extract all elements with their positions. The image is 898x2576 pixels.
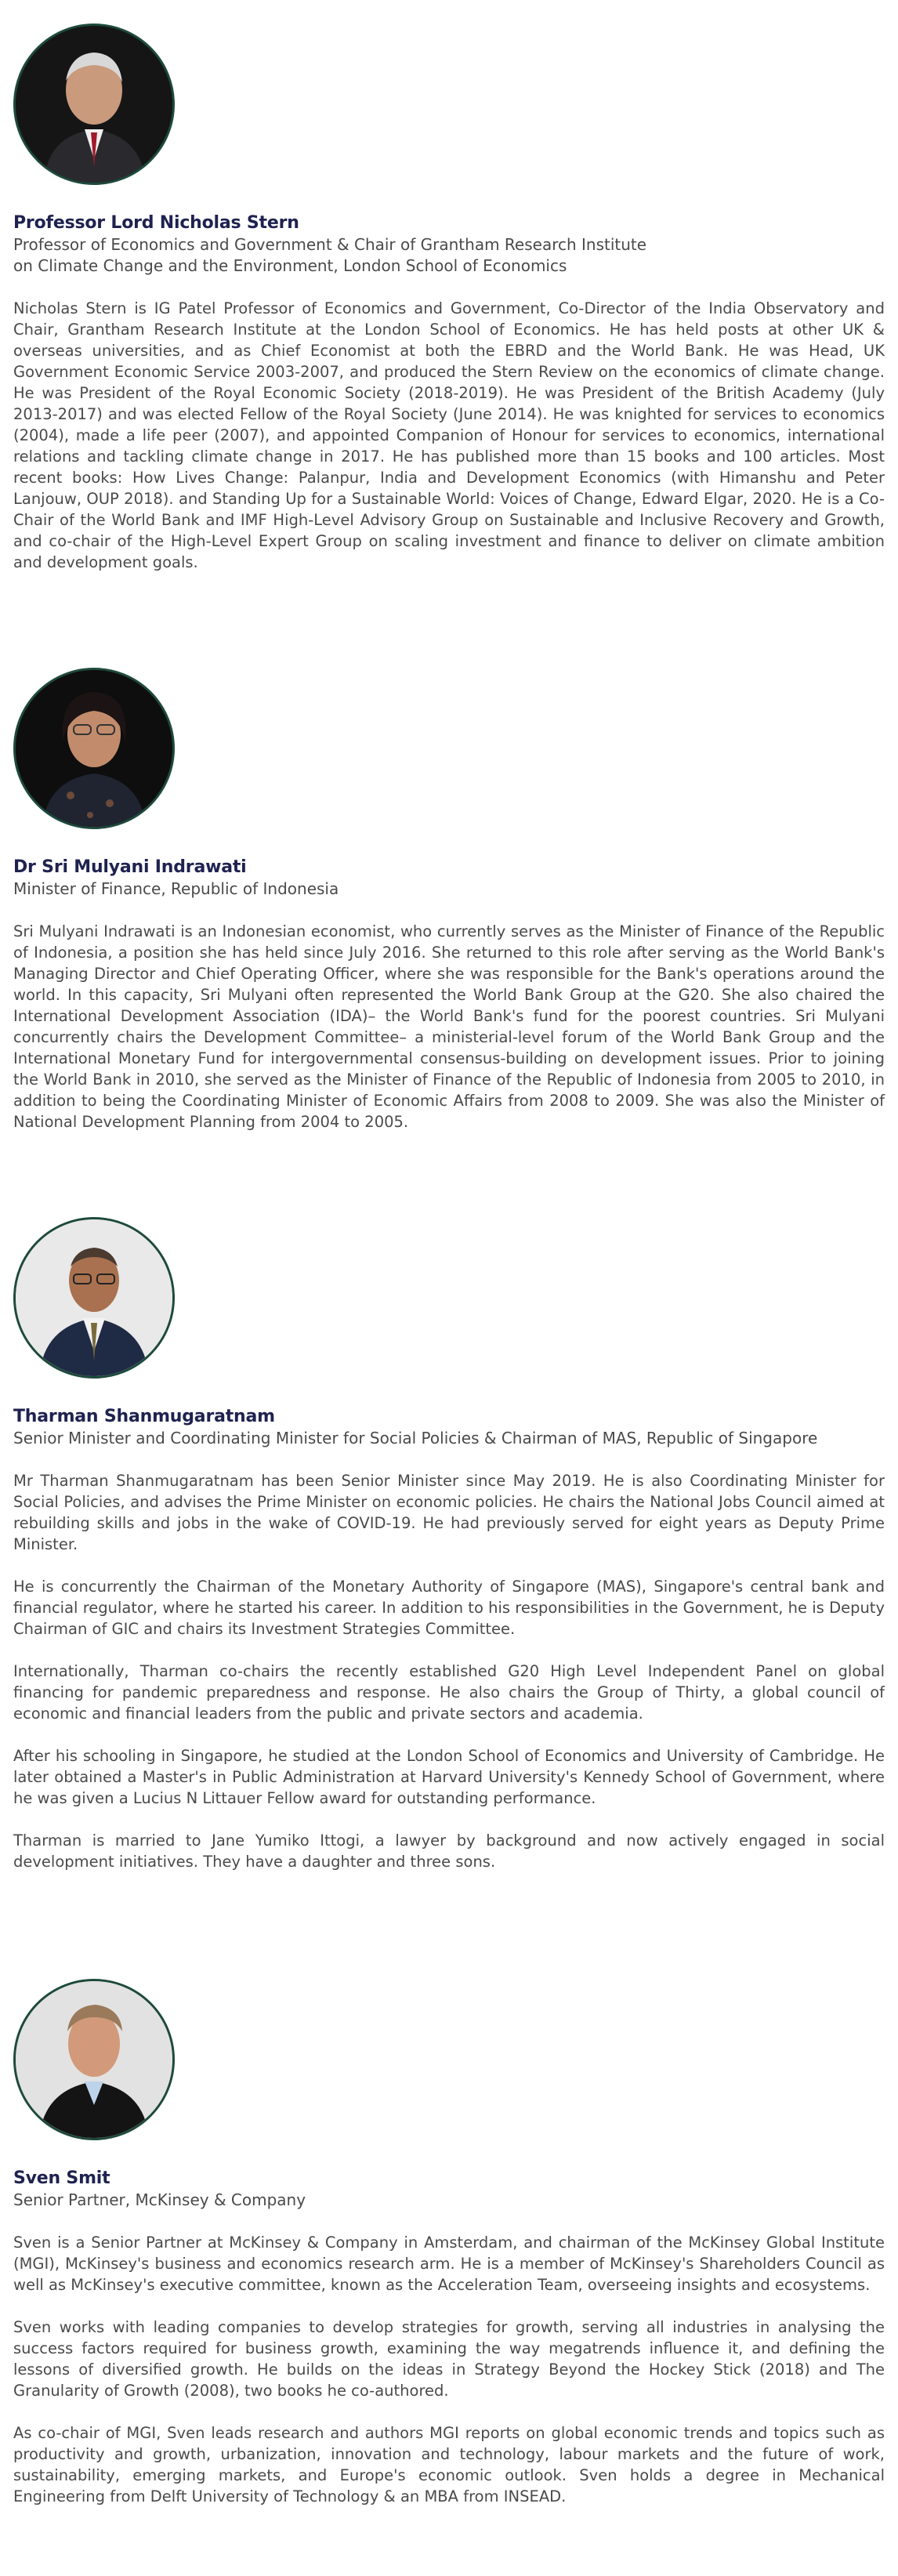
speaker-profile-smit (13, 1979, 885, 2507)
speaker-name: Tharman Shanmugaratnam (13, 1407, 275, 1426)
bio-paragraph: Internationally, Tharman co-chairs the recently established G20 High Level Independent Panel on global financing for pandemic preparedness and response. He also chairs the Group of Thirty, a global council of economic and financial leaders from the public and private sectors and academia. (13, 1662, 885, 1723)
speaker-title: Senior Minister and Coordinating Minister for Social Policies & Chairman of MAS, Republic of Singapore (13, 1429, 818, 1447)
bio-paragraph: Sven is a Senior Partner at McKinsey & Company in Amsterdam, and chairman of the McKinsey Global Institute (MGI), McKinsey's business and economics research arm. He is a member of McKinsey's Shareholders Council as well as McKinsey's executive committee, known as the Acceleration Team, overseeing insights and ecosystems. (13, 2234, 885, 2294)
speaker-photo-indrawati (13, 668, 175, 829)
speaker-title: Minister of Finance, Republic of Indonesia (13, 879, 339, 898)
bio-paragraph: Sven works with leading companies to develop strategies for growth, serving all industries in analysing the success factors required for business growth, examining the way megatrends influence it, and defining the lessons of diversified growth. He builds on the ideas in Strategy Beyond the Hockey Stick (2018) and The Granularity of Growth (2008), two books he co-authored. (13, 2318, 885, 2400)
speaker-bio (13, 2232, 885, 2507)
bio-paragraph: As co-chair of MGI, Sven leads research and authors MGI reports on global economic trends and topics such as productivity and growth, urbanization, innovation and technology, labour markets and the future of work, sustainability, emerging markets, and Europe's economic outlook. Sven holds a degree in Mechanical Engineering from Delft University of Technology & an MBA from INSEAD. (13, 2424, 885, 2505)
speaker-title: Professor of Economics and Government & Chair of Grantham Research Institute on Climate Change and the Environment, London School of Economics (13, 235, 647, 275)
speaker-title: Senior Partner, McKinsey & Company (13, 2190, 306, 2209)
bio-paragraph: After his schooling in Singapore, he studied at the London School of Economics and University of Cambridge. He later obtained a Master's in Public Administration at Harvard University's Kennedy School of Government, where he was given a Lucius N Littauer Fellow award for outstanding performance. (13, 1747, 885, 1807)
portrait-image (16, 1981, 172, 2138)
speaker-profile-indrawati (13, 668, 885, 1132)
speaker-bio (13, 1470, 885, 1872)
bio-paragraph: He is concurrently the Chairman of the Monetary Authority of Singapore (MAS), Singapore's central bank and financial regulator, where he started his career. In addition to his responsibilities in the Government, he is Deputy Chairman of GIC and chairs its Investment Strategies Committee. (13, 1578, 885, 1638)
speaker-photo-shanmugaratnam (13, 1217, 175, 1379)
portrait-image (16, 670, 172, 827)
portrait-image (16, 1219, 172, 1376)
bio-paragraph: Tharman is married to Jane Yumiko Ittogi, a lawyer by background and now actively engaged in social development initiatives. They have a daughter and three sons. (13, 1831, 885, 1871)
portrait-image (16, 26, 172, 183)
speaker-photo-smit (13, 1979, 175, 2140)
speaker-name: Dr Sri Mulyani Indrawati (13, 857, 247, 877)
speaker-name: Sven Smit (13, 2168, 110, 2188)
speaker-bio (13, 921, 885, 1132)
speaker-bio (13, 298, 885, 573)
bio-paragraph: Nicholas Stern is IG Patel Professor of Economics and Government, Co-Director of the India Observatory and Chair, Grantham Research Institute at the London School of Economics. He has held posts at other UK & overseas universities, and as Chief Economist at both the EBRD and the World Bank. He was Head, UK Government Economic Service 2003-2007, and produced the Stern Review on the economics of climate change. He was President of the Royal Economic Society (2018-2019). He was President of the British Academy (July 2013-2017) and was elected Fellow of the Royal Society (June 2014). He was knighted for services to economics (2004), made a life peer (2007), and appointed Companion of Honour for services to economics, international relations and tackling climate change in 2017. He has published more than 15 books and 100 articles. Most recent books: How Lives Change: Palanpur, India and Development Economics (with Himanshu and Peter Lanjouw, OUP 2018). and Standing Up for a Sustainable World: Voices of Change, Edward Elgar, 2020. He is a Co-Chair of the World Bank and IMF High-Level Advisory Group on Sustainable and Inclusive Recovery and Growth, and co-chair of the High-Level Expert Group on scaling investment and finance to deliver on climate ambition and development goals. (13, 299, 885, 571)
bio-paragraph: Sri Mulyani Indrawati is an Indonesian economist, who currently serves as the Minister of Finance of the Republic of Indonesia, a position she has held since July 2016. She returned to this role after serving as the World Bank's Managing Director and Chief Operating Officer, where she was responsible for the Bank's operations around the world. In this capacity, Sri Mulyani often represented the World Bank Group at the G20. She also chaired the International Development Association (IDA)– the World Bank's fund for the poorest countries. Sri Mulyani concurrently chairs the Development Committee– a ministerial-level forum of the World Bank Group and the International Monetary Fund for intergovernmental consensus-building on development issues. Prior to joining the World Bank in 2010, she served as the Minister of Finance of the Republic of Indonesia from 2005 to 2010, in addition to being the Coordinating Minister of Economic Affairs from 2008 to 2009. She was also the Minister of National Development Planning from 2004 to 2005. (13, 922, 885, 1131)
speaker-name: Professor Lord Nicholas Stern (13, 213, 299, 233)
speaker-profile-shanmugaratnam (13, 1217, 885, 1872)
bio-paragraph: Mr Tharman Shanmugaratnam has been Senior Minister since May 2019. He is also Coordinating Minister for Social Policies, and advises the Prime Minister on economic policies. He chairs the National Jobs Council aimed at rebuilding skills and jobs in the wake of COVID-19. He had previously served for eight years as Deputy Prime Minister. (13, 1472, 885, 1553)
speaker-photo-stern (13, 24, 175, 185)
speaker-profile-stern (13, 24, 885, 573)
